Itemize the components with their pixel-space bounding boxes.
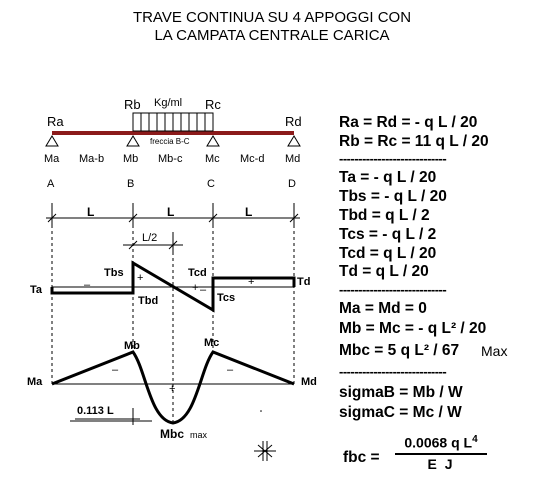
label-tcd: Tcd <box>188 267 207 279</box>
label-ta: Ta <box>30 284 43 296</box>
support-c-icon <box>207 136 219 146</box>
label-beam-mb: Mb <box>123 153 139 165</box>
label-mbc: Mbc <box>160 427 184 441</box>
sign-shear-4: – <box>200 284 207 296</box>
separator-3: ---------------------------- <box>339 364 447 379</box>
sign-shear-5: + <box>248 276 255 288</box>
label-moment-mc: Mc <box>204 337 220 349</box>
fraction-bar <box>395 453 487 455</box>
label-freccia: freccia B-C <box>150 137 190 146</box>
support-b-icon <box>127 136 139 146</box>
vertical-guides <box>52 225 294 425</box>
sign-shear-1: – <box>84 279 91 291</box>
label-tbs: Tbs <box>104 267 124 279</box>
label-mbc-max: max <box>190 430 208 440</box>
formula-fbc-fraction <box>395 434 487 472</box>
sign-moment-1: – <box>112 364 119 376</box>
label-rc: Rc <box>205 97 221 112</box>
label-beam-ma: Ma <box>44 153 60 165</box>
label-rd: Rd <box>285 114 302 129</box>
label-span-2: L <box>167 205 175 219</box>
formula-fbc-label: fbc = <box>343 449 380 466</box>
label-support-a: A <box>47 178 55 190</box>
move-cursor-icon <box>254 441 276 461</box>
formula-ta: Ta = - q L / 20 <box>339 169 437 186</box>
separator-2: ---------------------------- <box>339 282 447 297</box>
sign-moment-3: + <box>169 383 176 395</box>
label-half-span: L/2 <box>142 232 158 244</box>
label-td: Td <box>297 276 311 288</box>
label-tcs: Tcs <box>217 292 236 304</box>
title-line-2: LA CAMPATA CENTRALE CARICA <box>154 27 390 44</box>
dot <box>260 410 262 412</box>
label-beam-mcd: Mc-d <box>240 153 265 165</box>
formula-rb: Rb = Rc = 11 q L / 20 <box>339 133 489 150</box>
label-moment-mb: Mb <box>124 340 140 352</box>
fbc-numerator-text: 0.0068 q L <box>404 434 473 451</box>
label-support-c: C <box>207 178 215 190</box>
label-beam-md: Md <box>285 153 301 165</box>
support-d-icon <box>288 136 300 146</box>
label-support-d: D <box>288 178 296 190</box>
label-span-3: L <box>245 205 253 219</box>
fbc-denominator: E J <box>427 455 455 472</box>
label-beam-mc: Mc <box>205 153 220 165</box>
label-rb: Rb <box>124 97 141 112</box>
formula-tbs: Tbs = - q L / 20 <box>339 188 447 205</box>
formula-tcd: Tcd = q L / 20 <box>339 245 437 262</box>
formula-mbc: Mbc = 5 q L² / 67 <box>339 342 460 359</box>
formula-td: Td = q L / 20 <box>339 263 429 280</box>
label-moment-ma: Ma <box>27 376 43 388</box>
formula-mb-mc: Mb = Mc = - q L² / 20 <box>339 320 487 337</box>
support-a-icon <box>46 136 58 146</box>
formula-tbd: Tbd = q L / 2 <box>339 207 430 224</box>
fbc-numerator <box>395 434 487 451</box>
formula-max: Max <box>481 343 508 359</box>
fbc-exponent: 4 <box>472 434 478 445</box>
formula-sigma-c: sigmaC = Mc / W <box>339 404 462 421</box>
label-beam-mbc: Mb-c <box>158 153 183 165</box>
label-span-1: L <box>87 205 95 219</box>
label-ra: Ra <box>47 114 64 129</box>
formula-ra: Ra = Rd = - q L / 20 <box>339 114 478 131</box>
label-tbd: Tbd <box>138 295 159 307</box>
formula-ma-md: Ma = Md = 0 <box>339 300 427 317</box>
label-support-b: B <box>127 178 135 190</box>
formula-sigma-b: sigmaB = Mb / W <box>339 384 463 401</box>
separator-1: ---------------------------- <box>339 151 447 166</box>
label-moment-md: Md <box>301 376 317 388</box>
formula-tcs: Tcs = - q L / 2 <box>339 226 437 243</box>
label-beam-mab: Ma-b <box>79 153 105 165</box>
title-line-1: TRAVE CONTINUA SU 4 APPOGGI CON <box>132 9 412 26</box>
label-load: Kg/ml <box>154 97 183 109</box>
sign-shear-2: + <box>137 272 144 284</box>
sign-moment-2: – <box>227 364 234 376</box>
sign-shear-3: + <box>192 282 199 294</box>
distributed-load <box>133 113 213 131</box>
label-dist: 0.113 L <box>77 405 114 417</box>
